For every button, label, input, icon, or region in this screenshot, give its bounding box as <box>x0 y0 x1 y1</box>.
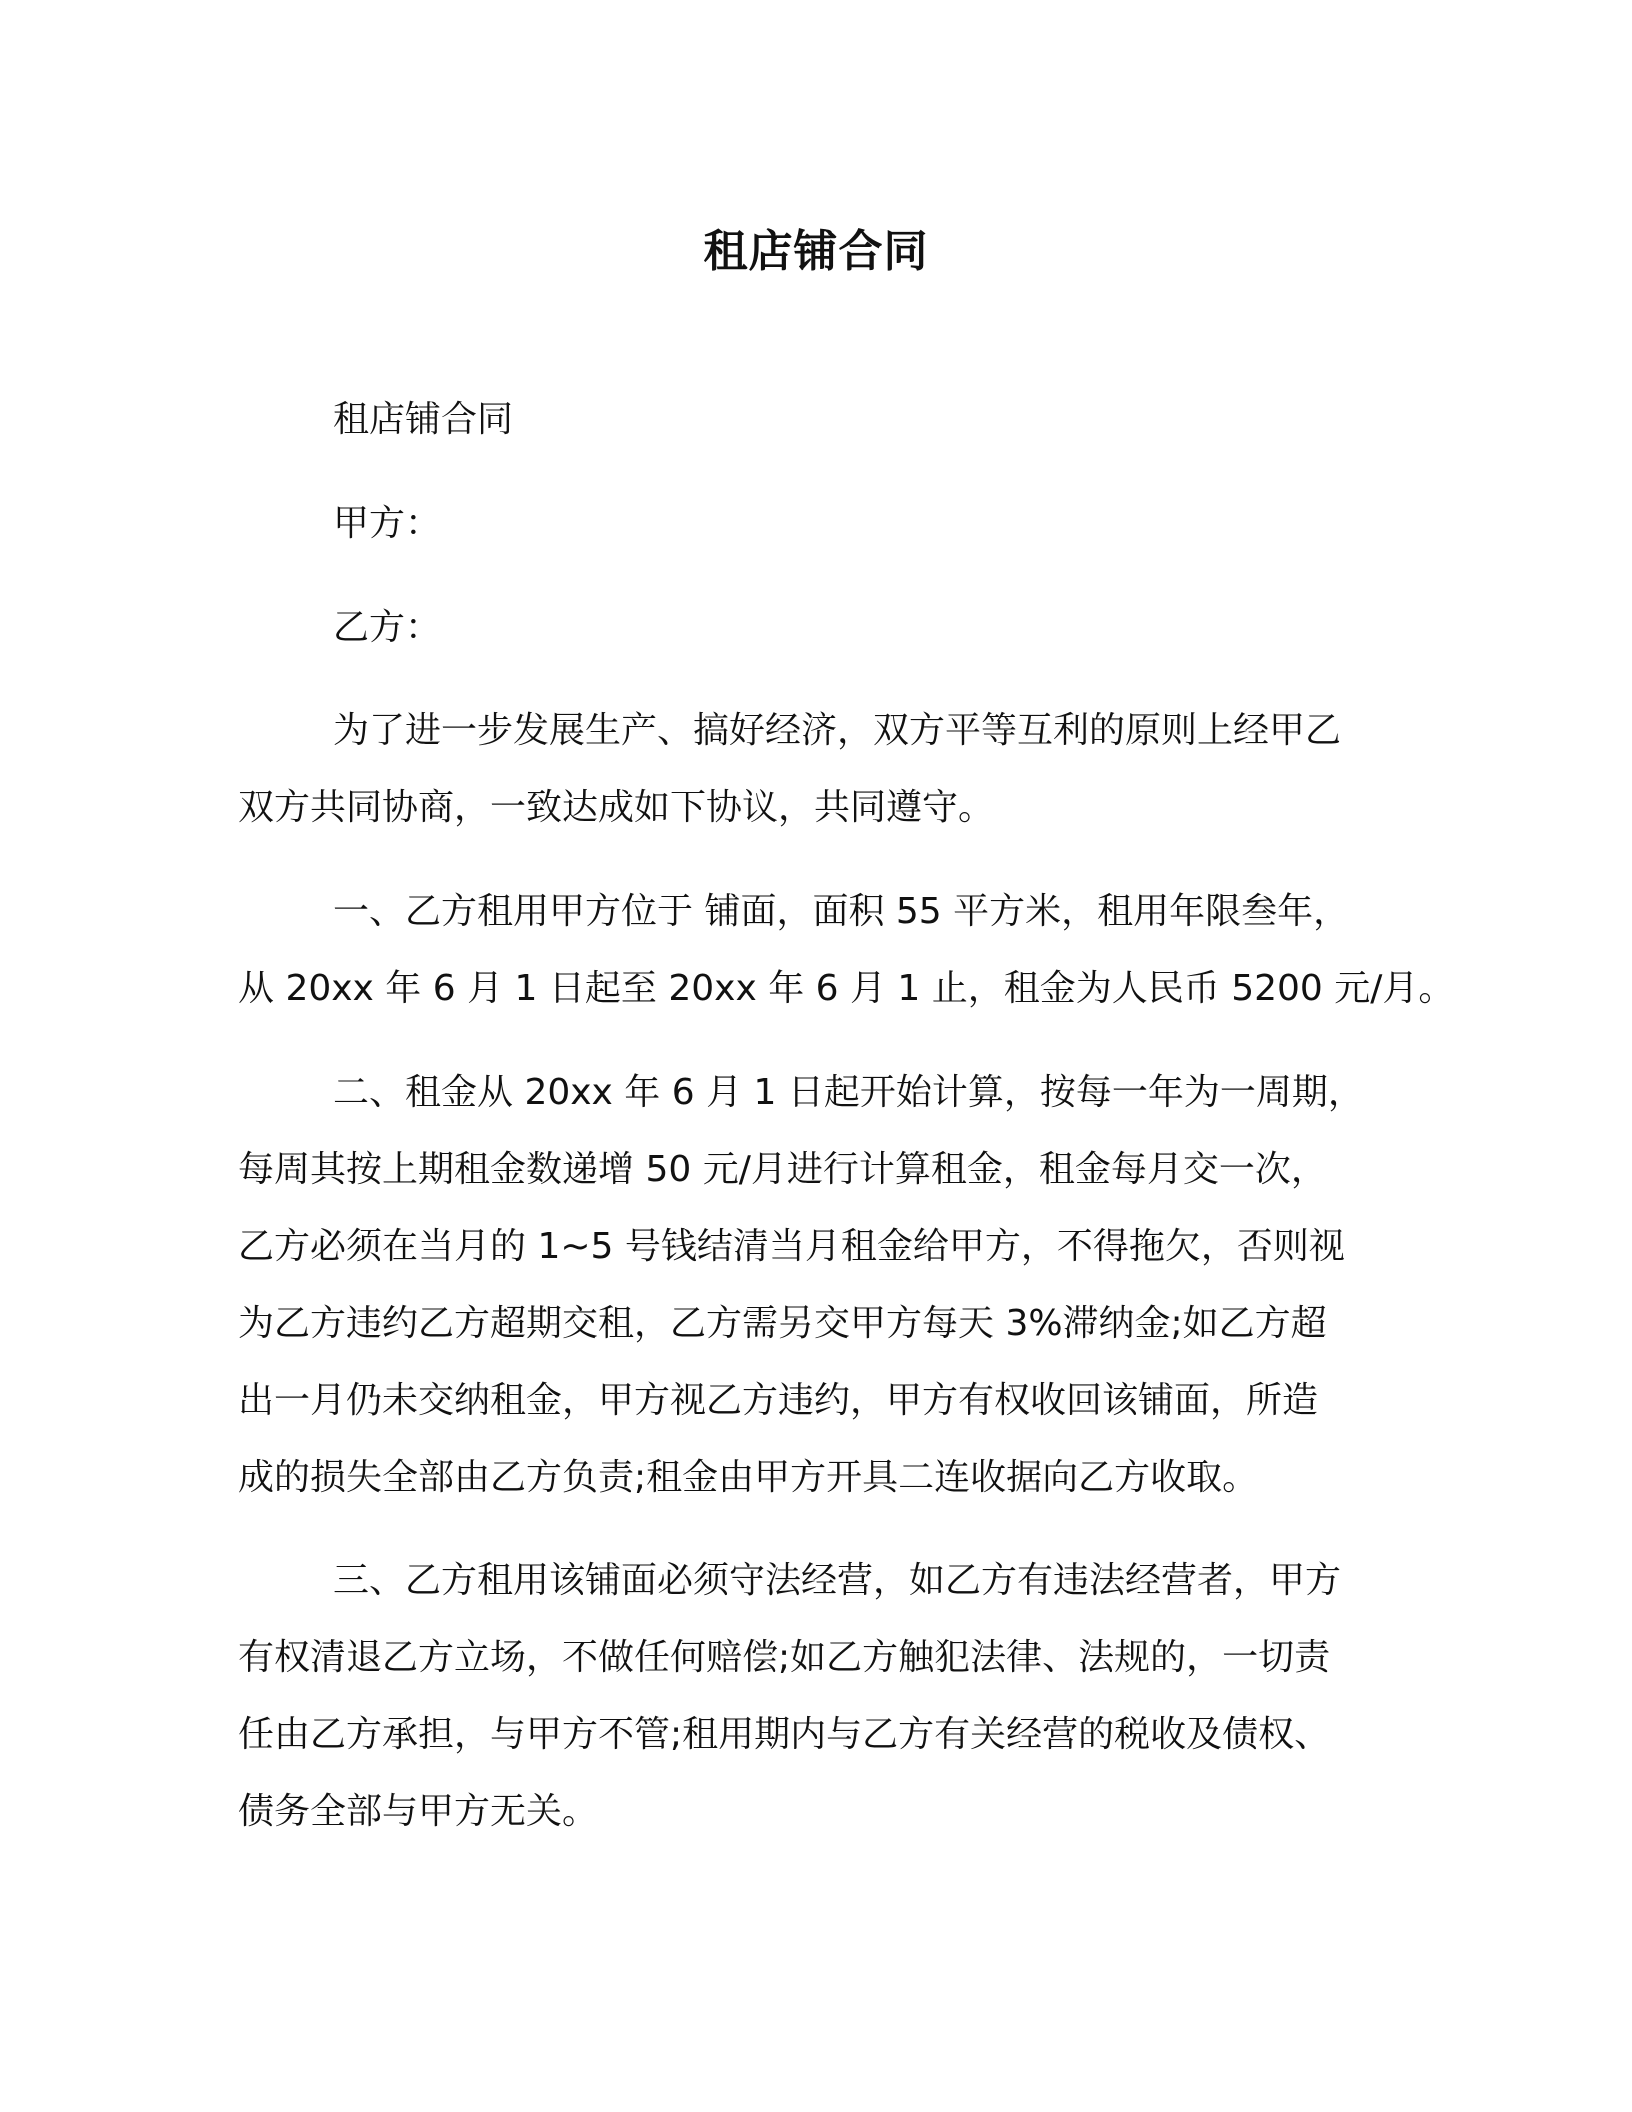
party-a-label: 甲方： <box>333 503 442 544</box>
contract-heading: 租店铺合同 <box>333 399 514 440</box>
paragraph-line: 乙方必须在当月的 1~5 号钱结清当月租金给甲方，不得拖欠，否则视 <box>238 1226 1345 1267</box>
paragraph-line: 为了进一步发展生产、搞好经济，双方平等互利的原则上经甲乙 <box>333 710 1342 751</box>
document-title: 租店铺合同 <box>703 226 929 277</box>
paragraph-line: 双方共同协商，一致达成如下协议，共同遵守。 <box>238 787 995 828</box>
paragraph-line: 一、乙方租用甲方位于 铺面，面积 55 平方米，租用年限叁年， <box>333 891 1350 932</box>
paragraph-line: 每周其按上期租金数递增 50 元/月进行计算租金，租金每月交一次， <box>238 1149 1327 1190</box>
paragraph-line: 从 20xx 年 6 月 1 日起至 20xx 年 6 月 1 止，租金为人民币 5200 元/月。 <box>238 968 1455 1009</box>
paragraph-line: 为乙方违约乙方超期交租，乙方需另交甲方每天 3%滞纳金;如乙方超 <box>238 1303 1327 1344</box>
party-b-label: 乙方： <box>333 607 442 648</box>
paragraph-line: 二、租金从 20xx 年 6 月 1 日起开始计算，按每一年为一周期， <box>333 1072 1364 1113</box>
paragraph-line: 有权清退乙方立场，不做任何赔偿;如乙方触犯法律、法规的，一切责 <box>238 1637 1331 1678</box>
paragraph-line: 债务全部与甲方无关。 <box>238 1791 599 1832</box>
paragraph-line: 成的损失全部由乙方负责;租金由甲方开具二连收据向乙方收取。 <box>238 1457 1259 1498</box>
paragraph-line: 三、乙方租用该铺面必须守法经营，如乙方有违法经营者，甲方 <box>333 1560 1342 1601</box>
paragraph-line: 任由乙方承担，与甲方不管;租用期内与乙方有关经营的税收及债权、 <box>238 1714 1331 1755</box>
paragraph-line: 出一月仍未交纳租金，甲方视乙方违约，甲方有权收回该铺面，所造 <box>238 1380 1319 1421</box>
